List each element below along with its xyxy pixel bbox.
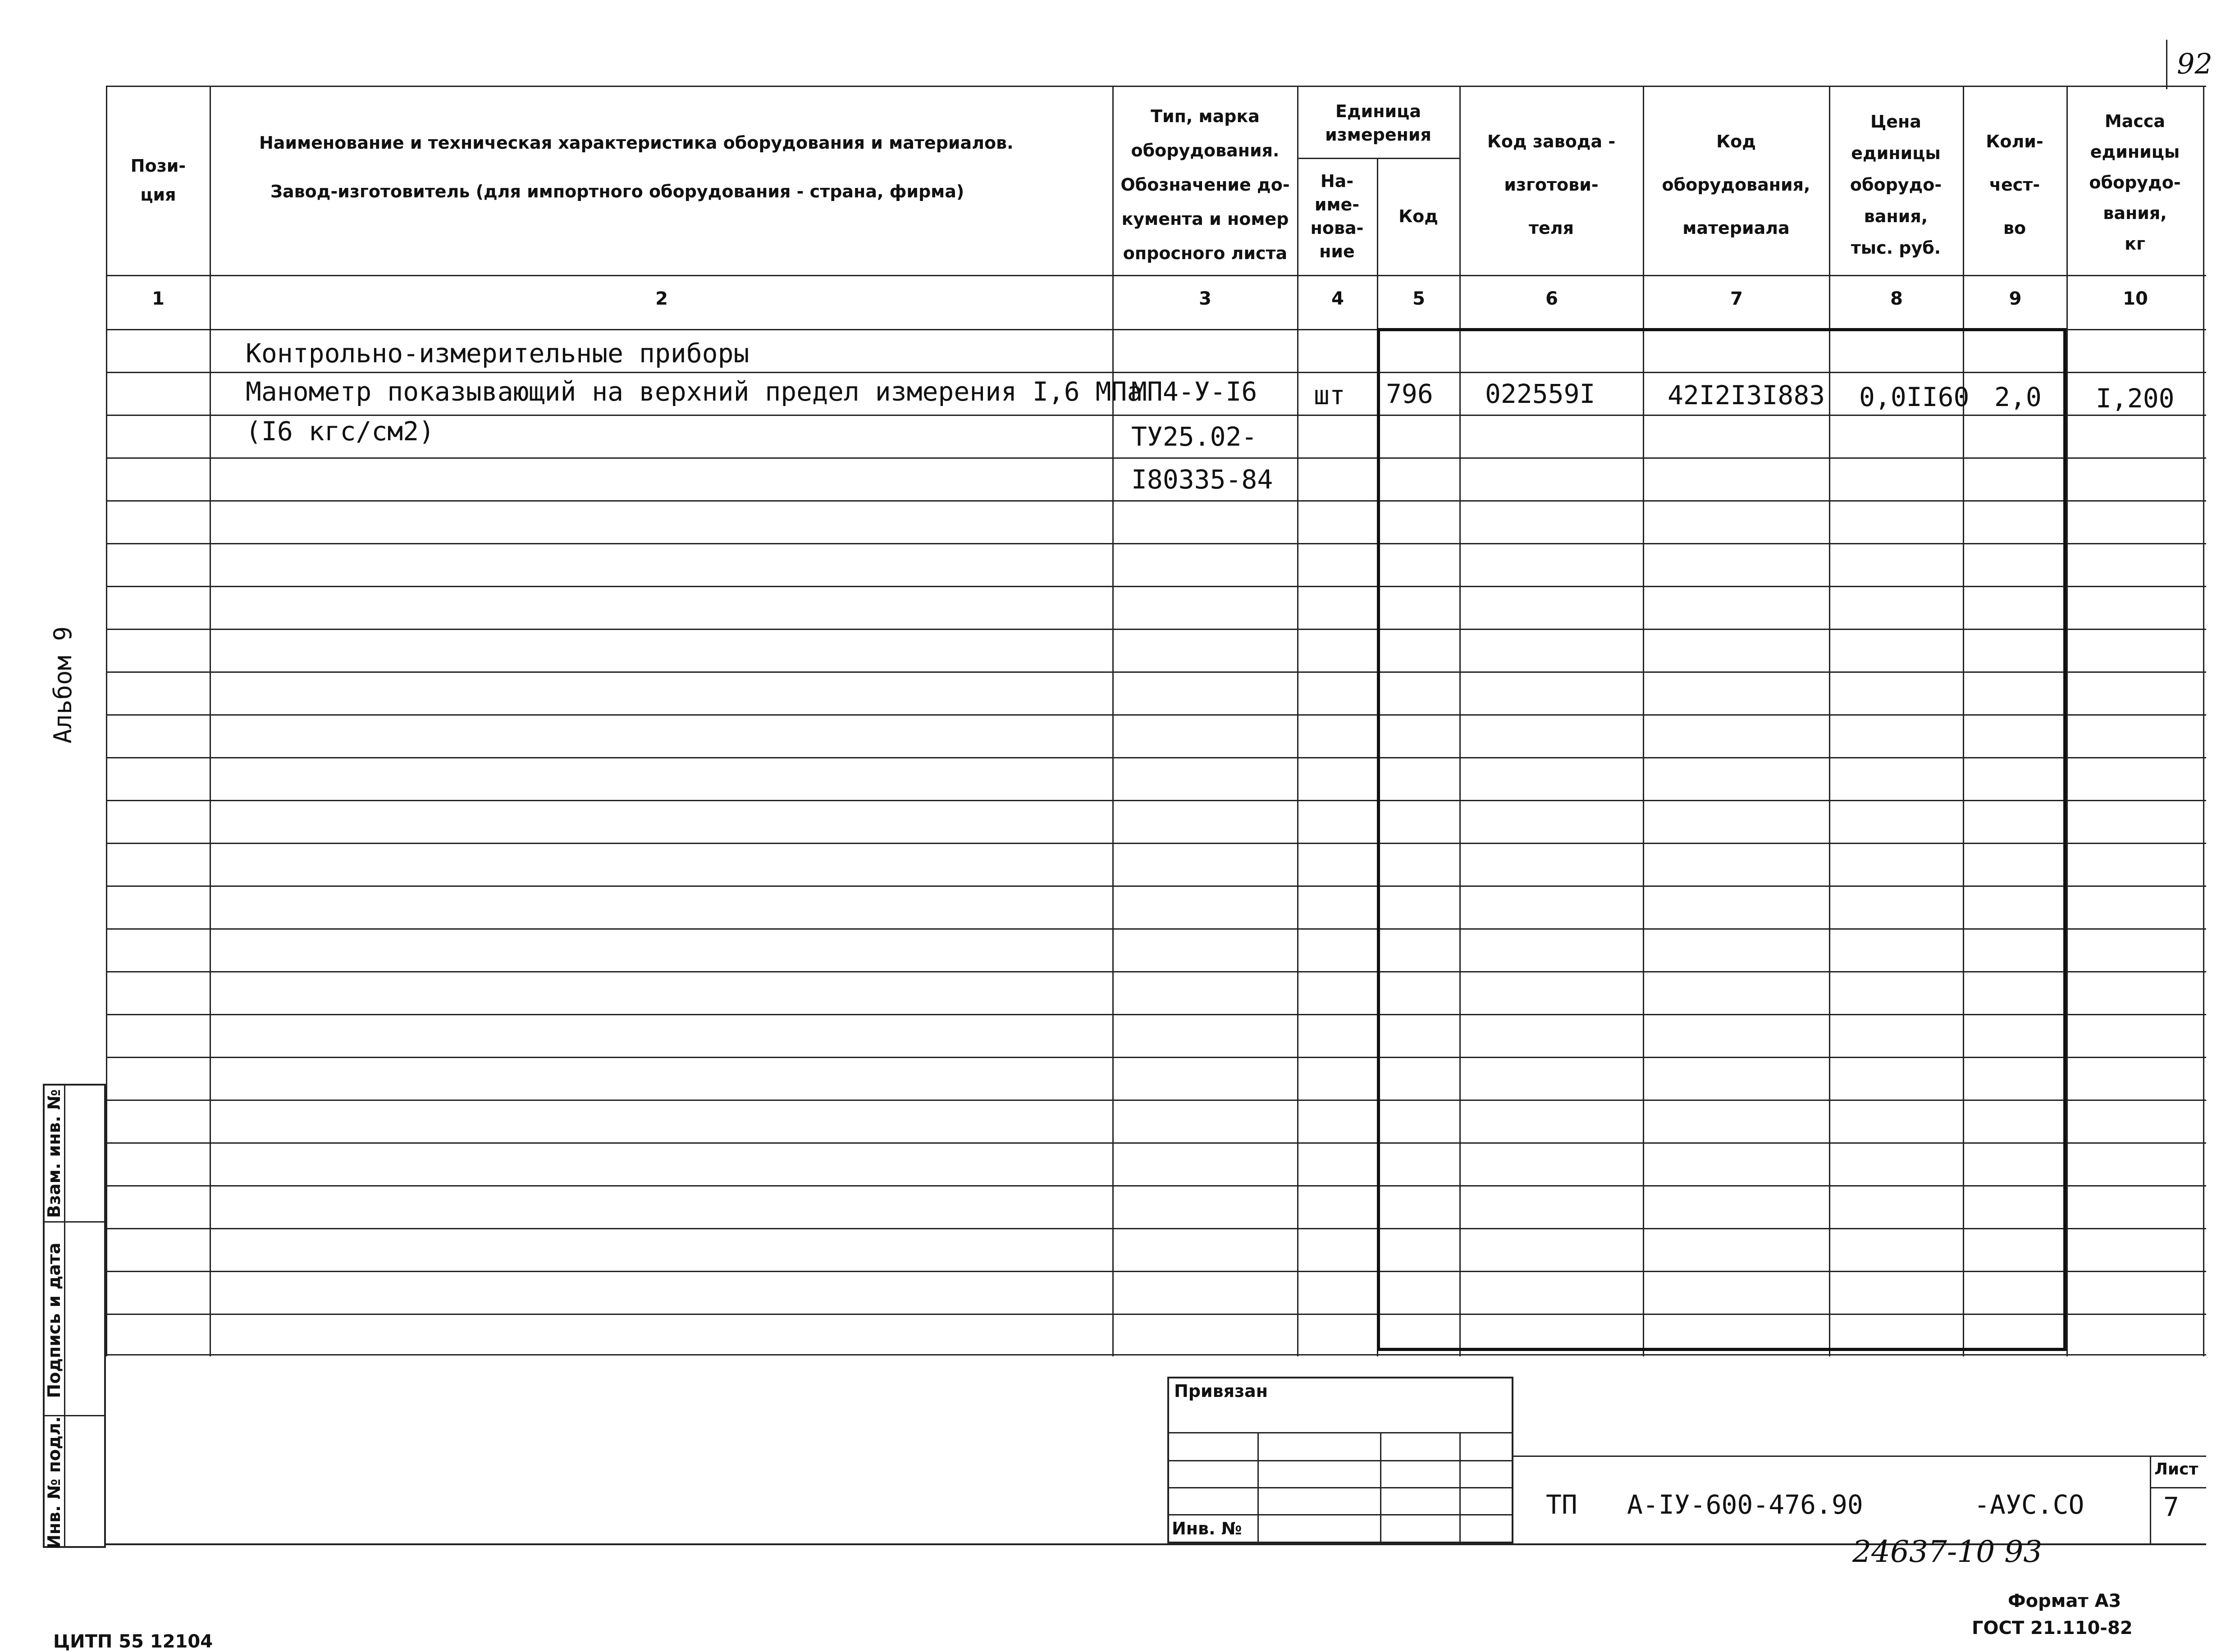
title-code: А-IУ-600-476.90: [1627, 1489, 1863, 1520]
header-position: Пози- ция: [130, 156, 186, 205]
col-line-0: [106, 86, 107, 1356]
table-bottom-line: [106, 1354, 2206, 1355]
attached-line1: [1167, 1432, 1513, 1433]
page-number: 92: [2177, 47, 2212, 80]
title-block-top: [1513, 1456, 2206, 1457]
handwritten-number: 24637-10 93: [1852, 1534, 2043, 1569]
title-suffix: -АУС.СО: [1974, 1489, 2084, 1520]
highlight-frame: [1377, 328, 2066, 1351]
section-title: Контрольно-измерительные приборы: [246, 338, 750, 369]
col-line-2: [1112, 86, 1114, 1356]
attached-line2: [1167, 1460, 1513, 1461]
side-inv-orig: Инв. № подл.: [44, 1416, 64, 1549]
title-prefix: ТП: [1546, 1489, 1577, 1520]
header-unit-code: Код: [1399, 206, 1438, 226]
item-type-line3: I80335-84: [1131, 464, 1273, 495]
col-line-1: [210, 86, 211, 1356]
attached-col3: [1459, 1432, 1461, 1543]
colnum-7: 7: [1730, 288, 1743, 309]
sheet-box-left: [2150, 1456, 2151, 1543]
citp-label: ЦИТП 55 12104: [53, 1631, 213, 1652]
colnum-9: 9: [2009, 288, 2022, 309]
header-quantity: Коли- чест- во: [1986, 132, 2043, 238]
col-line-10: [2203, 86, 2204, 1356]
attached-line3: [1167, 1487, 1513, 1488]
header-name-line1: Наименование и техническая характеристика оборудования и материалов.: [259, 133, 1014, 153]
col-line-3: [1297, 86, 1298, 1356]
format-label: Формат А3: [2008, 1591, 2121, 1611]
header-type: Тип, марка оборудования. Обозначение до- кумента и номер опросного листа: [1120, 106, 1290, 263]
col-line-9: [2066, 86, 2068, 1356]
gost-label: ГОСТ 21.110-82: [1972, 1618, 2133, 1638]
header-mass: Масса единицы оборудо- вания, кг: [2089, 111, 2181, 254]
sheet-box-divider: [2150, 1487, 2206, 1488]
unit-code: 796: [1386, 379, 1433, 409]
inv-no-label: Инв. №: [1172, 1519, 1242, 1538]
colnum-1: 1: [152, 288, 165, 309]
header-unit-group: Единица измерения: [1325, 101, 1431, 145]
colnum-10: 10: [2123, 288, 2148, 309]
side-sign-date: Подпись и дата: [44, 1242, 64, 1398]
header-bottom-line: [106, 275, 2206, 276]
attached-col2: [1380, 1432, 1381, 1543]
header-equipment-code: Код оборудования, материала: [1662, 132, 1810, 238]
header-factory-code: Код завода - изготови- теля: [1487, 132, 1616, 238]
quantity: 2,0: [1994, 382, 2042, 412]
attached-line4: [1167, 1514, 1513, 1515]
unit-sub-line: [1297, 158, 1459, 159]
equipment-code: 42I2I3I883: [1668, 380, 1825, 411]
colnum-3: 3: [1199, 288, 1211, 309]
album-label: Альбом 9: [49, 626, 77, 744]
attached-col1: [1257, 1432, 1259, 1543]
unit-name: шт: [1314, 380, 1345, 411]
colnum-2: 2: [655, 288, 668, 309]
page-number-box-left: [2166, 40, 2167, 89]
item-name-line2: (I6 кгс/см2): [246, 416, 435, 447]
item-type-line2: ТУ25.02-: [1131, 421, 1257, 452]
colnum-4: 4: [1331, 288, 1344, 309]
price: 0,0II60: [1859, 382, 1970, 412]
colnum-5: 5: [1412, 288, 1425, 309]
mass: I,200: [2096, 383, 2175, 414]
colnum-8: 8: [1890, 288, 1903, 309]
item-type-line1: МП4-У-I6: [1131, 376, 1257, 407]
header-price: Цена единицы оборудо- вания, тыс. руб.: [1850, 112, 1942, 258]
header-top-line: [106, 86, 2206, 87]
factory-code: 022559I: [1485, 379, 1595, 409]
sheet-label: Лист: [2154, 1460, 2198, 1479]
item-name-line1: Манометр показывающий на верхний предел измерения I,6 МПа: [246, 376, 1143, 407]
attached-label: Привязан: [1174, 1381, 1268, 1401]
sheet-number: 7: [2163, 1492, 2179, 1522]
side-inv-replace: Взам. инв. №: [44, 1089, 64, 1218]
colnum-6: 6: [1545, 288, 1558, 309]
header-unit-name: На- име- нова- ние: [1310, 171, 1364, 261]
header-name-line2: Завод-изготовитель (для импортного оборудования - страна, фирма): [270, 182, 964, 201]
